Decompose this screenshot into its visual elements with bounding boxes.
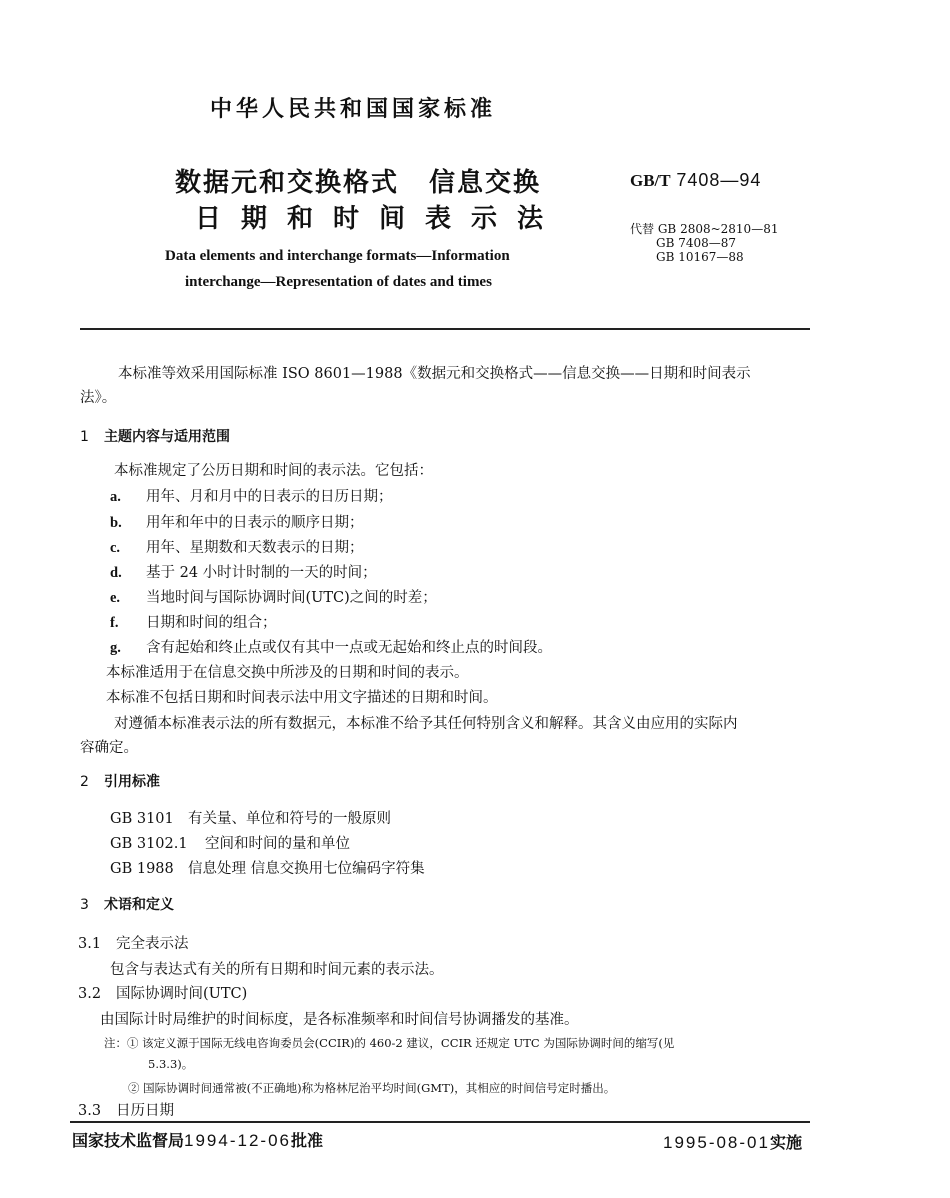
- section-2-heading: [80, 771, 160, 791]
- title-en-line2: interchange—Representation of dates and times: [185, 274, 492, 290]
- issue-label: 批准: [290, 1131, 323, 1150]
- intro-line1: 本标准等效采用国际标准 ISO 8601—1988《数据元和交换格式——信息交换——日期和时间表示: [118, 366, 751, 382]
- section-title: 术语和定义: [104, 897, 174, 913]
- section-1-lead: 本标准规定了公历日期和时间的表示法。它包括：: [114, 463, 433, 479]
- footer-divider: [70, 1121, 810, 1123]
- standard-code: [630, 170, 761, 191]
- title-en-line1: Data elements and interchange formats—Information: [165, 248, 510, 264]
- section-1-para1: 本标准适用于在信息交换中所涉及的日期和时间的表示。: [106, 665, 469, 681]
- section-1-para2: 本标准不包括日期和时间表示法中用文字描述的日期和时间。: [106, 690, 498, 706]
- reference-item: GB 3101 有关量、单位和符号的一般原则: [110, 811, 391, 827]
- code-number: 7408—94: [676, 170, 762, 190]
- title-cn-line1: [175, 162, 541, 199]
- title-cn-part2: 信息交换: [429, 168, 542, 198]
- standard-type-heading: 中华人民共和国国家标准: [210, 97, 497, 122]
- list-item: d. 基于 24 小时计时制的一天的时间；: [110, 565, 377, 581]
- term-3-3: 3.3 日历日期: [78, 1103, 174, 1119]
- header-divider: [80, 328, 810, 330]
- section-number: 3: [80, 897, 89, 913]
- replaces-item: GB 2808~2810—81: [657, 222, 779, 236]
- section-number: 2: [80, 774, 89, 790]
- list-item: b. 用年和年中的日表示的顺序日期；: [110, 515, 364, 531]
- note-1-line1: 注：① 该定义源于国际无线电咨询委员会(CCIR)的 460-2 建议，CCIR 还规定 UTC 为国际协调时间的缩写(见: [104, 1036, 675, 1050]
- section-number: 1: [80, 429, 89, 445]
- section-1-para3-line1: 对遵循本标准表示法的所有数据元，本标准不给予其任何特别含义和解释。其含义由应用的实际内: [114, 716, 738, 732]
- section-1-heading: [80, 426, 230, 446]
- note-2: ② 国际协调时间通常被(不正确地)称为格林尼治平均时间(GMT)，其相应的时间信号定时播出。: [128, 1081, 616, 1095]
- code-prefix: GB/T: [630, 171, 671, 190]
- replaces-item: GB 7408—87: [656, 236, 737, 250]
- section-1-para3-line2: 容确定。: [80, 740, 138, 756]
- term-3-1: 3.1 完全表示法: [78, 936, 189, 952]
- list-item: f. 日期和时间的组合；: [110, 615, 277, 631]
- title-cn-line2: 日期和时间表示法: [195, 204, 564, 234]
- list-item: e. 当地时间与国际协调时间(UTC)之间的时差；: [110, 590, 437, 606]
- issue-date: 1994-12-06: [184, 1131, 291, 1150]
- section-title: 引用标准: [104, 774, 160, 790]
- issuer: 国家技术监督局: [72, 1131, 185, 1150]
- effective-label: 实施: [769, 1133, 802, 1152]
- term-3-2: 3.2 国际协调时间(UTC): [78, 986, 248, 1002]
- replaces-item: GB 10167—88: [656, 250, 744, 264]
- replaces-block: [630, 222, 778, 264]
- replaces-label: 代替: [630, 222, 655, 236]
- reference-item: GB 1988 信息处理 信息交换用七位编码字符集: [110, 861, 425, 877]
- list-item: c. 用年、星期数和天数表示的日期；: [110, 540, 364, 556]
- term-3-2-definition: 由国际计时局维护的时间标度，是各标准频率和时间信号协调播发的基准。: [100, 1012, 579, 1028]
- note-1-line2: 5.3.3)。: [148, 1057, 194, 1071]
- section-3-heading: [80, 894, 174, 914]
- note-label: 注：: [104, 1036, 127, 1050]
- title-cn-part1: 数据元和交换格式: [175, 168, 400, 198]
- effective-line: [663, 1130, 802, 1153]
- approval-line: [72, 1128, 323, 1151]
- intro-line2: 法》。: [80, 390, 117, 406]
- section-title: 主题内容与适用范围: [104, 429, 230, 445]
- list-item: g. 含有起始和终止点或仅有其中一点或无起始和终止点的时间段。: [110, 640, 552, 656]
- list-item: a. 用年、月和月中的日表示的日历日期；: [110, 489, 393, 505]
- effective-date: 1995-08-01: [663, 1133, 770, 1152]
- term-3-1-definition: 包含与表达式有关的所有日期和时间元素的表示法。: [110, 962, 444, 978]
- reference-item: GB 3102.1 空间和时间的量和单位: [110, 836, 350, 852]
